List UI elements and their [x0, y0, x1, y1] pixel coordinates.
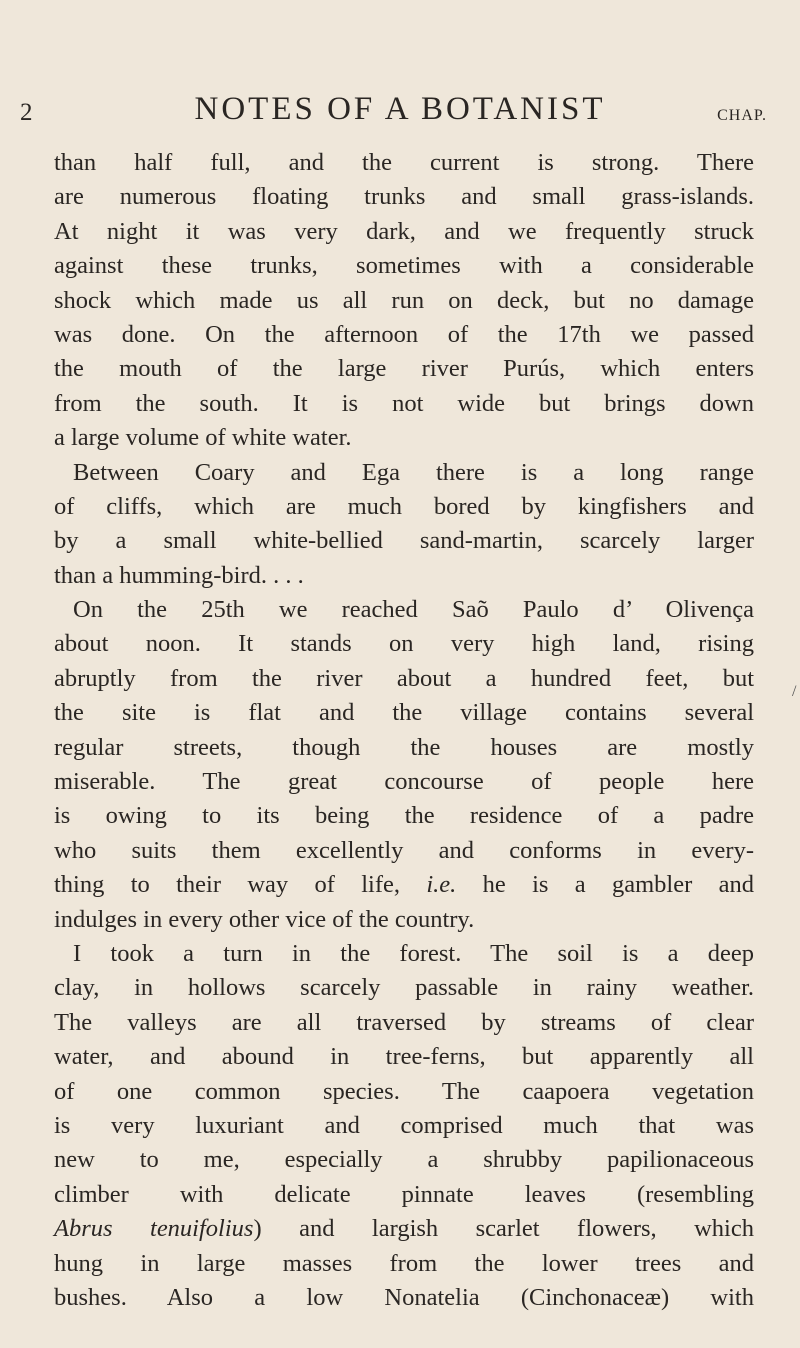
- text-line: The valleys are all traversed by streams of clear: [54, 1008, 754, 1036]
- text-line: is very luxuriant and comprised much that was: [54, 1111, 754, 1139]
- chapter-mark: CHAP.: [717, 107, 767, 124]
- text-line: about noon. It stands on very high land, rising: [54, 630, 754, 658]
- paragraph-start-line: I took a turn in the forest. The soil is a deep: [73, 939, 754, 967]
- text-line: by a small white-bellied sand-martin, scarcely larger: [54, 527, 754, 555]
- text-line: against these trunks, sometimes with a considerable: [54, 252, 754, 280]
- page-header: [0, 87, 800, 127]
- text-line: bushes. Also a low Nonatelia (Cinchonaceæ) with: [54, 1283, 754, 1311]
- text-line: than a humming-bird. . . .: [54, 561, 304, 589]
- text-line: shock which made us all run on deck, but no damage: [54, 286, 754, 314]
- text-line: are numerous floating trunks and small grass-islands.: [54, 183, 754, 211]
- text-line: of cliffs, which are much bored by kingfishers and: [54, 492, 754, 520]
- text-line: than half full, and the current is strong. There: [54, 149, 754, 176]
- paragraph-start-line: On the 25th we reached Saõ Paulo d’ Olivença: [73, 596, 754, 624]
- text-line: the site is flat and the village contains several: [54, 699, 754, 727]
- text-line: was done. On the afternoon of the 17th we passed: [54, 320, 754, 348]
- body-text: [54, 146, 754, 1315]
- text-line: regular streets, though the houses are mostly: [54, 733, 754, 761]
- text-line-with-italic: [54, 868, 754, 902]
- text-line: climber with delicate pinnate leaves (resembling: [54, 1180, 754, 1208]
- text-line: abruptly from the river about a hundred feet, but: [54, 664, 754, 692]
- text-line: At night it was very dark, and we frequently struck: [54, 217, 754, 245]
- text-line: indulges in every other vice of the country.: [54, 905, 475, 933]
- line-segment: thing to their way of life,: [54, 871, 427, 899]
- text-line: from the south. It is not wide but brings down: [54, 389, 754, 417]
- text-line: hung in large masses from the lower trees and: [54, 1249, 754, 1277]
- text-line: is owing to its being the residence of a padre: [54, 802, 754, 830]
- text-line: new to me, especially a shrubby papilionaceous: [54, 1146, 754, 1174]
- text-line: miserable. The great concourse of people here: [54, 768, 754, 796]
- text-line: water, and abound in tree-ferns, but apparently all: [54, 1043, 754, 1071]
- text-line: the mouth of the large river Purús, which enters: [54, 355, 754, 383]
- text-line-with-italic: [54, 1212, 754, 1246]
- line-segment: ) and largish scarlet flowers, which: [253, 1215, 754, 1243]
- italic-species-name: Abrus tenuifolius: [54, 1215, 254, 1243]
- line-segment: he is a gambler and: [456, 871, 754, 899]
- text-line: a large volume of white water.: [54, 424, 352, 452]
- text-line: clay, in hollows scarcely passable in rainy weather.: [54, 974, 754, 1002]
- page-number: 2: [20, 99, 34, 126]
- margin-mark: /: [792, 683, 797, 700]
- text-line: who suits them excellently and conforms in every-: [54, 836, 754, 864]
- running-head: NOTES OF A BOTANIST: [194, 91, 606, 127]
- italic-abbreviation: i.e.: [426, 871, 457, 899]
- paragraph-start-line: Between Coary and Ega there is a long range: [73, 458, 754, 486]
- text-line: of one common species. The caapoera vegetation: [54, 1077, 754, 1105]
